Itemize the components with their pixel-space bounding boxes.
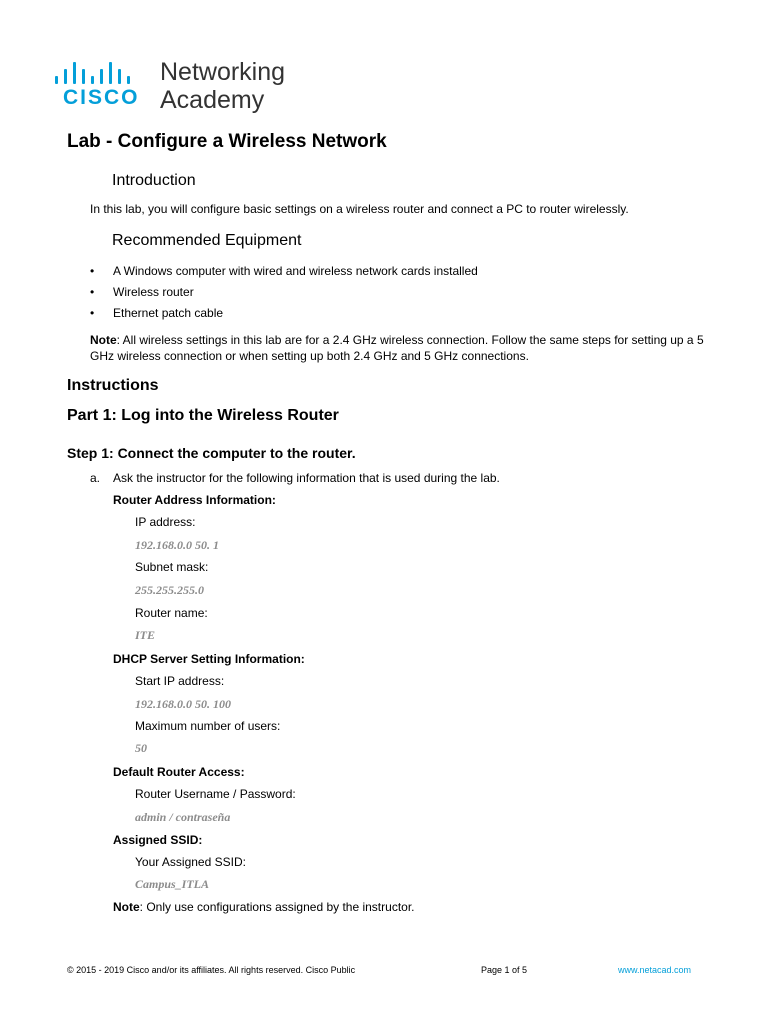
max-users-label: Maximum number of users: bbox=[135, 719, 281, 733]
equipment-heading: Recommended Equipment bbox=[112, 232, 302, 249]
page-title: Lab - Configure a Wireless Network bbox=[67, 131, 387, 152]
note-label: Note bbox=[90, 333, 117, 347]
router-name-value: ITE bbox=[135, 628, 156, 642]
bullet-icon: • bbox=[90, 285, 95, 299]
dhcp-label: DHCP Server Setting Information: bbox=[113, 652, 305, 666]
subnet-mask-label: Subnet mask: bbox=[135, 560, 209, 574]
ip-address-label: IP address: bbox=[135, 515, 196, 529]
ssid-label: Assigned SSID: bbox=[113, 833, 203, 847]
subnet-mask-value: 255.255.255.0 bbox=[135, 583, 204, 597]
list-item-text: Ask the instructor for the following information that is used during the lab. bbox=[113, 471, 500, 485]
max-users-value: 50 bbox=[135, 741, 147, 755]
router-address-label: Router Address Information: bbox=[113, 493, 276, 507]
your-ssid-value: Campus_ITLA bbox=[135, 877, 210, 891]
footer-url-link[interactable]: www.netacad.com bbox=[618, 965, 692, 975]
logo-academy-text: Academy bbox=[160, 86, 265, 114]
list-marker: a. bbox=[90, 471, 101, 485]
ip-address-value: 192.168.0.0 50. 1 bbox=[135, 538, 219, 552]
note-text: : Only use configurations assigned by the instructor. bbox=[139, 900, 415, 914]
bullet-icon: • bbox=[90, 264, 95, 278]
instructor-note bbox=[113, 900, 415, 914]
note-label: Note bbox=[113, 900, 140, 914]
cisco-wordmark: CISCO bbox=[63, 86, 140, 109]
credentials-value: admin / contraseña bbox=[135, 810, 231, 824]
router-name-label: Router name: bbox=[135, 606, 208, 620]
bullet-icon: • bbox=[90, 306, 95, 320]
list-item: • A Windows computer with wired and wireless network cards installed bbox=[90, 264, 478, 278]
start-ip-value: 192.168.0.0 50. 100 bbox=[135, 697, 231, 711]
list-item: • Wireless router bbox=[90, 285, 194, 299]
logo-networking-text: Networking bbox=[160, 58, 286, 86]
introduction-text: In this lab, you will configure basic settings on a wireless router and connect a PC to router wirelessly. bbox=[90, 202, 629, 216]
equipment-list bbox=[90, 263, 478, 326]
cisco-networking-academy-logo bbox=[53, 58, 313, 118]
credentials-label: Router Username / Password: bbox=[135, 787, 296, 801]
footer-page-number: Page 1 of 5 bbox=[481, 965, 528, 975]
cisco-bars-icon bbox=[53, 60, 149, 84]
footer-copyright: © 2015 - 2019 Cisco and/or its affiliates. All rights reserved. Cisco Public bbox=[67, 965, 356, 975]
start-ip-label: Start IP address: bbox=[135, 674, 225, 688]
step1-heading: Step 1: Connect the computer to the router. bbox=[67, 445, 356, 461]
router-access-label: Default Router Access: bbox=[113, 765, 245, 779]
your-ssid-label: Your Assigned SSID: bbox=[135, 855, 246, 869]
equipment-note bbox=[90, 332, 710, 364]
note-text: : All wireless settings in this lab are for a 2.4 GHz wireless connection. Follow the same steps for setting up a 5 GHz wireless connection or when setting up both 2.4 GHz and 5 GHz connections. bbox=[90, 333, 704, 363]
list-item: • Ethernet patch cable bbox=[90, 306, 224, 320]
part1-heading: Part 1: Log into the Wireless Router bbox=[67, 407, 339, 424]
instructions-heading: Instructions bbox=[67, 377, 159, 394]
introduction-heading: Introduction bbox=[112, 172, 196, 189]
